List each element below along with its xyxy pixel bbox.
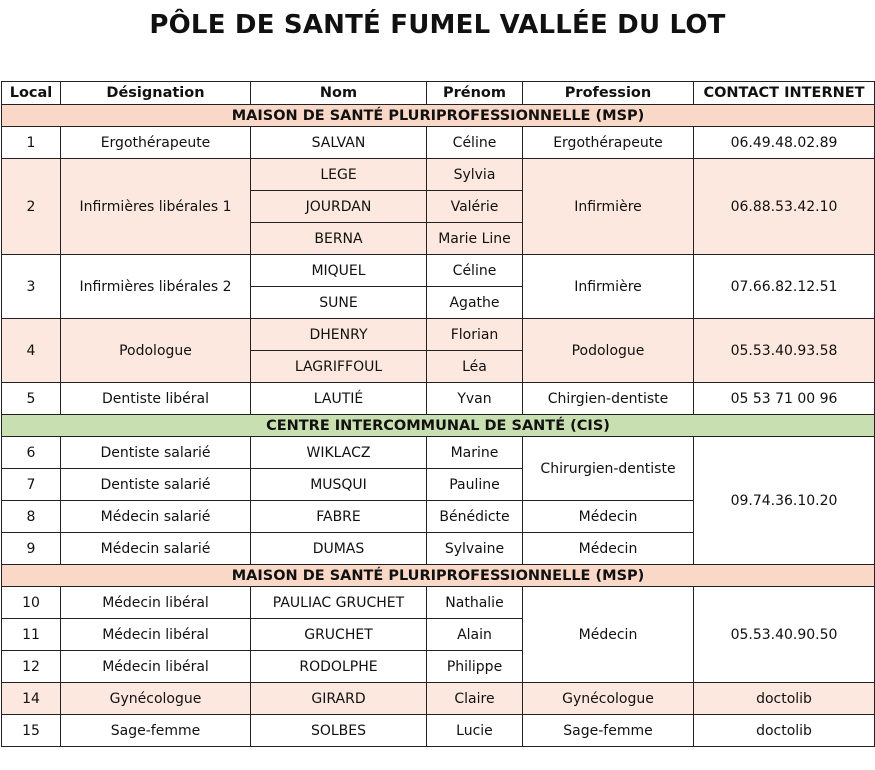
section-title-msp-1: MAISON DE SANTÉ PLURIPROFESSIONNELLE (MSP) — [2, 105, 875, 127]
cell-nom: MUSQUI — [251, 469, 427, 501]
cell-profession: Infirmière — [523, 255, 694, 319]
cell-nom: SOLBES — [251, 715, 427, 747]
cell-designation: Dentiste salarié — [61, 469, 251, 501]
section-title-msp-2: MAISON DE SANTÉ PLURIPROFESSIONNELLE (MSP) — [2, 565, 875, 587]
table-row — [2, 127, 875, 159]
cell-nom: GRUCHET — [251, 619, 427, 651]
cell-prenom: Alain — [427, 619, 523, 651]
cell-prenom: Sylvaine — [427, 533, 523, 565]
cell-local: 1 — [2, 127, 61, 159]
cell-local: 9 — [2, 533, 61, 565]
cell-local: 4 — [2, 319, 61, 383]
cell-designation: Dentiste libéral — [61, 383, 251, 415]
cell-prenom: Yvan — [427, 383, 523, 415]
cell-local: 2 — [2, 159, 61, 255]
cell-nom: FABRE — [251, 501, 427, 533]
header-local: Local — [2, 82, 61, 105]
table-row — [2, 159, 875, 191]
cell-prenom: Céline — [427, 255, 523, 287]
cell-designation: Médecin libéral — [61, 587, 251, 619]
cell-contact: 06.49.48.02.89 — [694, 127, 875, 159]
table-row — [2, 255, 875, 287]
cell-prenom: Philippe — [427, 651, 523, 683]
cell-profession: Gynécologue — [523, 683, 694, 715]
cell-profession: Médecin — [523, 501, 694, 533]
cell-local: 10 — [2, 587, 61, 619]
section-row-msp-2 — [2, 565, 875, 587]
cell-contact: 05.53.40.90.50 — [694, 587, 875, 683]
cell-local: 15 — [2, 715, 61, 747]
cell-designation: Médecin salarié — [61, 501, 251, 533]
cell-prenom: Agathe — [427, 287, 523, 319]
cell-profession: Sage-femme — [523, 715, 694, 747]
cell-nom: JOURDAN — [251, 191, 427, 223]
cell-prenom: Florian — [427, 319, 523, 351]
cell-contact: 05.53.40.93.58 — [694, 319, 875, 383]
cell-designation: Infirmières libérales 1 — [61, 159, 251, 255]
cell-prenom: Céline — [427, 127, 523, 159]
cell-prenom: Marine — [427, 437, 523, 469]
table-header-row — [2, 82, 875, 105]
cell-prenom: Valérie — [427, 191, 523, 223]
cell-profession: Médecin — [523, 533, 694, 565]
cell-nom: MIQUEL — [251, 255, 427, 287]
cell-prenom: Bénédicte — [427, 501, 523, 533]
header-prenom: Prénom — [427, 82, 523, 105]
cell-contact: 09.74.36.10.20 — [694, 437, 875, 565]
table-row — [2, 683, 875, 715]
cell-local: 8 — [2, 501, 61, 533]
cell-nom: LAGRIFFOUL — [251, 351, 427, 383]
table-row — [2, 383, 875, 415]
cell-contact: 05 53 71 00 96 — [694, 383, 875, 415]
cell-prenom: Pauline — [427, 469, 523, 501]
health-center-table — [1, 81, 875, 747]
cell-contact: 07.66.82.12.51 — [694, 255, 875, 319]
cell-local: 14 — [2, 683, 61, 715]
header-nom: Nom — [251, 82, 427, 105]
cell-profession: Chirgien-dentiste — [523, 383, 694, 415]
cell-nom: DHENRY — [251, 319, 427, 351]
cell-designation: Gynécologue — [61, 683, 251, 715]
cell-local: 5 — [2, 383, 61, 415]
cell-nom: PAULIAC GRUCHET — [251, 587, 427, 619]
cell-designation: Sage-femme — [61, 715, 251, 747]
cell-local: 11 — [2, 619, 61, 651]
table-row — [2, 437, 875, 469]
section-title-cis: CENTRE INTERCOMMUNAL DE SANTÉ (CIS) — [2, 415, 875, 437]
cell-profession: Ergothérapeute — [523, 127, 694, 159]
cell-nom: SALVAN — [251, 127, 427, 159]
cell-designation: Ergothérapeute — [61, 127, 251, 159]
cell-prenom: Sylvia — [427, 159, 523, 191]
cell-contact: doctolib — [694, 715, 875, 747]
cell-designation: Médecin salarié — [61, 533, 251, 565]
table-row — [2, 715, 875, 747]
cell-nom: DUMAS — [251, 533, 427, 565]
cell-nom: BERNA — [251, 223, 427, 255]
cell-local: 12 — [2, 651, 61, 683]
page-title: PÔLE DE SANTÉ FUMEL VALLÉE DU LOT — [149, 10, 726, 40]
cell-profession: Médecin — [523, 587, 694, 683]
header-contact: CONTACT INTERNET — [694, 82, 875, 105]
section-row-msp-1 — [2, 105, 875, 127]
cell-profession: Chirurgien-dentiste — [523, 437, 694, 501]
cell-profession: Infirmière — [523, 159, 694, 255]
cell-nom: GIRARD — [251, 683, 427, 715]
cell-contact: doctolib — [694, 683, 875, 715]
cell-prenom: Marie Line — [427, 223, 523, 255]
cell-nom: LEGE — [251, 159, 427, 191]
cell-nom: LAUTIÉ — [251, 383, 427, 415]
cell-nom: WIKLACZ — [251, 437, 427, 469]
section-row-cis — [2, 415, 875, 437]
table-row — [2, 587, 875, 619]
cell-profession: Podologue — [523, 319, 694, 383]
cell-prenom: Nathalie — [427, 587, 523, 619]
cell-designation: Médecin libéral — [61, 651, 251, 683]
table-row — [2, 319, 875, 351]
cell-prenom: Claire — [427, 683, 523, 715]
cell-nom: SUNE — [251, 287, 427, 319]
cell-designation: Dentiste salarié — [61, 437, 251, 469]
cell-local: 7 — [2, 469, 61, 501]
header-designation: Désignation — [61, 82, 251, 105]
cell-prenom: Léa — [427, 351, 523, 383]
cell-designation: Médecin libéral — [61, 619, 251, 651]
cell-local: 3 — [2, 255, 61, 319]
cell-prenom: Lucie — [427, 715, 523, 747]
cell-nom: RODOLPHE — [251, 651, 427, 683]
cell-contact: 06.88.53.42.10 — [694, 159, 875, 255]
header-profession: Profession — [523, 82, 694, 105]
cell-local: 6 — [2, 437, 61, 469]
cell-designation: Infirmières libérales 2 — [61, 255, 251, 319]
cell-designation: Podologue — [61, 319, 251, 383]
